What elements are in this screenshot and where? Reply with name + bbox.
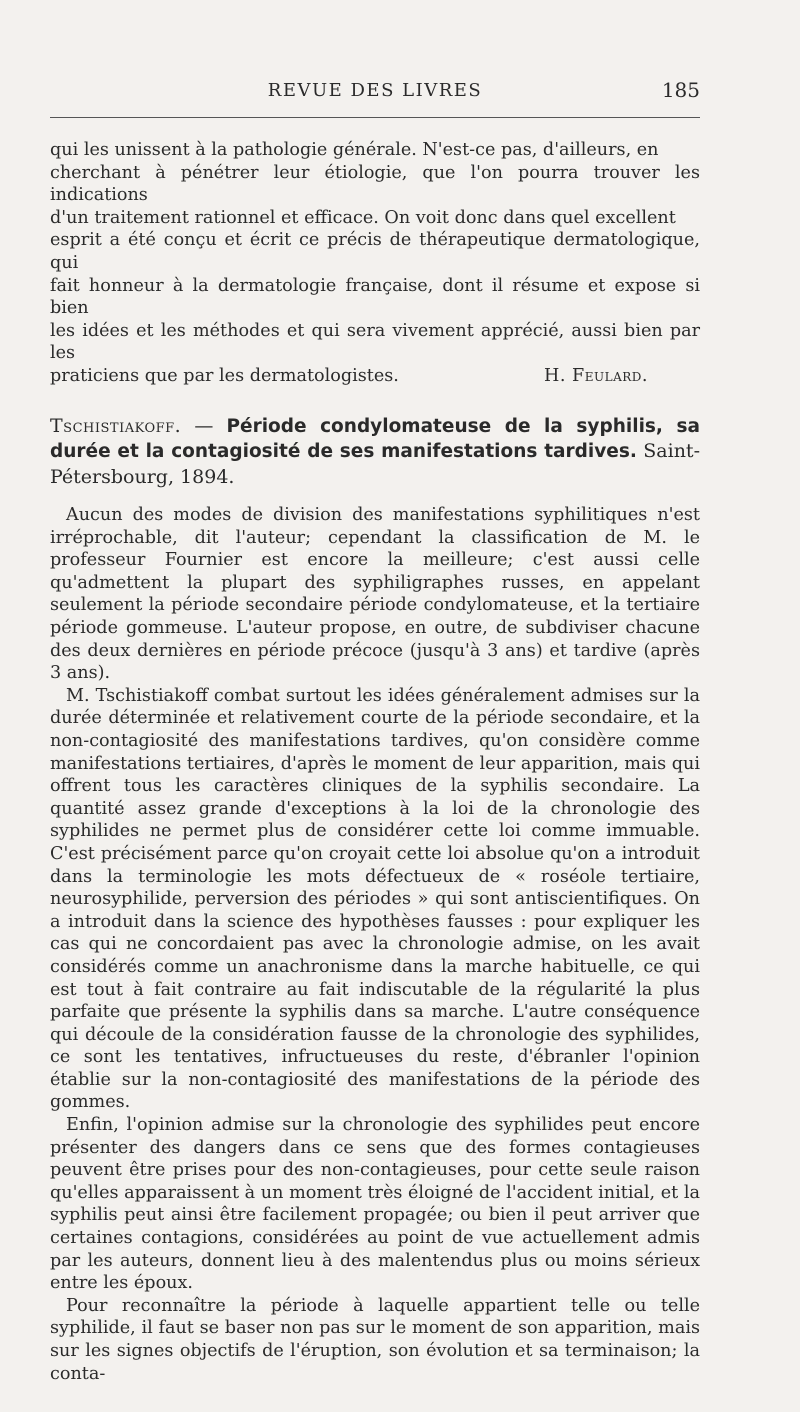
heading-dash: — [181, 414, 227, 437]
paragraph: M. Tschistiakoff combat surtout les idées généralement admises sur la durée déterminée et relativement courte de la période secondaire, et la non-contagiosité des manifestations tardives, qu'on considère comme manifestations tertiaires, d'après le moment de leur apparition, mais qui offrent tous les caractères cliniques de la syphilis secondaire. La quantité assez grande d'exceptions à la loi de la chronologie des syphilides ne permet plus de considérer cette loi comme immuable. C'est précisément parce qu'on croyait cette loi absolue qu'on a introduit dans la terminologie les mots défectueux de « roséole tertiaire, neurosyphilide, perversion des périodes » qui sont antiscientifiques. On a introduit dans la science des hypothèses fausses : pour expliquer les cas qui ne concordaient pas avec la chronologie admise, on les avait considérés comme un anachronisme dans la marche habituelle, ce qui est tout à fait contraire au fait indiscutable de la régularité la plus parfaite que présente la syphilis dans sa marche. L'autre conséquence qui découle de la considération fausse de la chronologie des syphilides, ce sont les tentatives, infructueuses du reste, d'ébranler l'opinion établie sur la non-contagiosité des manifestations de la période des gommes. [50, 685, 700, 1113]
review-heading [50, 414, 700, 491]
paragraph: Aucun des modes de division des manifestations syphilitiques n'est irréprochable, dit l'auteur; cependant la classification de M. le professeur Fournier est encore la meilleure; c'est aussi celle qu'admettent la plupart des syphiligraphes russes, en appelant seulement la période secondaire période condylomateuse, et la tertiaire période gommeuse. L'auteur propose, en outre, de subdiviser chacune des deux dernières en période précoce (jusqu'à 3 ans) et tardive (après 3 ans). [50, 505, 700, 684]
text-line: cherchant à pénétrer leur étiologie, que l'on pourra trouver les indications [50, 162, 700, 206]
text-line: praticiens que par les dermatologistes. [50, 365, 399, 386]
paragraph: Enfin, l'opinion admise sur la chronologie des syphilides peut encore présenter des dangers dans ce sens que des formes contagieuses peuvent être prises pour des non-contagieuses, pour cette seule raison qu'elles apparaissent à un moment très éloigné de l'accident initial, et la syphilis peut ainsi être facilement propagée; ou bien il peut arriver que certaines contagions, considérées au point de vue actuellement admis par les auteurs, donnent lieu à des malentendus plus ou moins sérieux entre les époux. [50, 1115, 700, 1294]
signature-line [50, 365, 700, 388]
text-line: esprit a été conçu et écrit ce précis de thérapeutique dermatologique, qui [50, 230, 700, 273]
review-title: Période condylomateuse de la syphilis, sa durée et la contagiosité de ses manifestations tardives. [50, 415, 700, 463]
running-head: REVUE DES LIVRES [267, 80, 483, 101]
review-author: Tschistiakoff. [50, 414, 182, 437]
page-header [50, 78, 700, 108]
page-number: 185 [661, 78, 700, 102]
reviewer-signature: H. Feulard. [544, 365, 648, 386]
header-rule [50, 117, 700, 118]
text-line: fait honneur à la dermatologie française, dont il résume et expose si bien [50, 275, 700, 319]
page-body [50, 139, 700, 1385]
review-place-date: Saint-Pétersbourg, 1894. [50, 440, 700, 488]
text-line: d'un traitement rationnel et efficace. On voit donc dans quel excellent [50, 207, 676, 228]
text-line: les idées et les méthodes et qui sera vivement apprécié, aussi bien par les [50, 320, 700, 364]
text-line: qui les unissent à la pathologie générale. N'est-ce pas, d'ailleurs, en [50, 140, 659, 160]
paragraph: Pour reconnaître la période à laquelle appartient telle ou telle syphilide, il faut se baser non pas sur le moment de son apparition, mais sur les signes objectifs de l'éruption, son évolution et sa terminaison; la conta- [50, 1295, 700, 1384]
previous-review-ending [50, 139, 700, 388]
